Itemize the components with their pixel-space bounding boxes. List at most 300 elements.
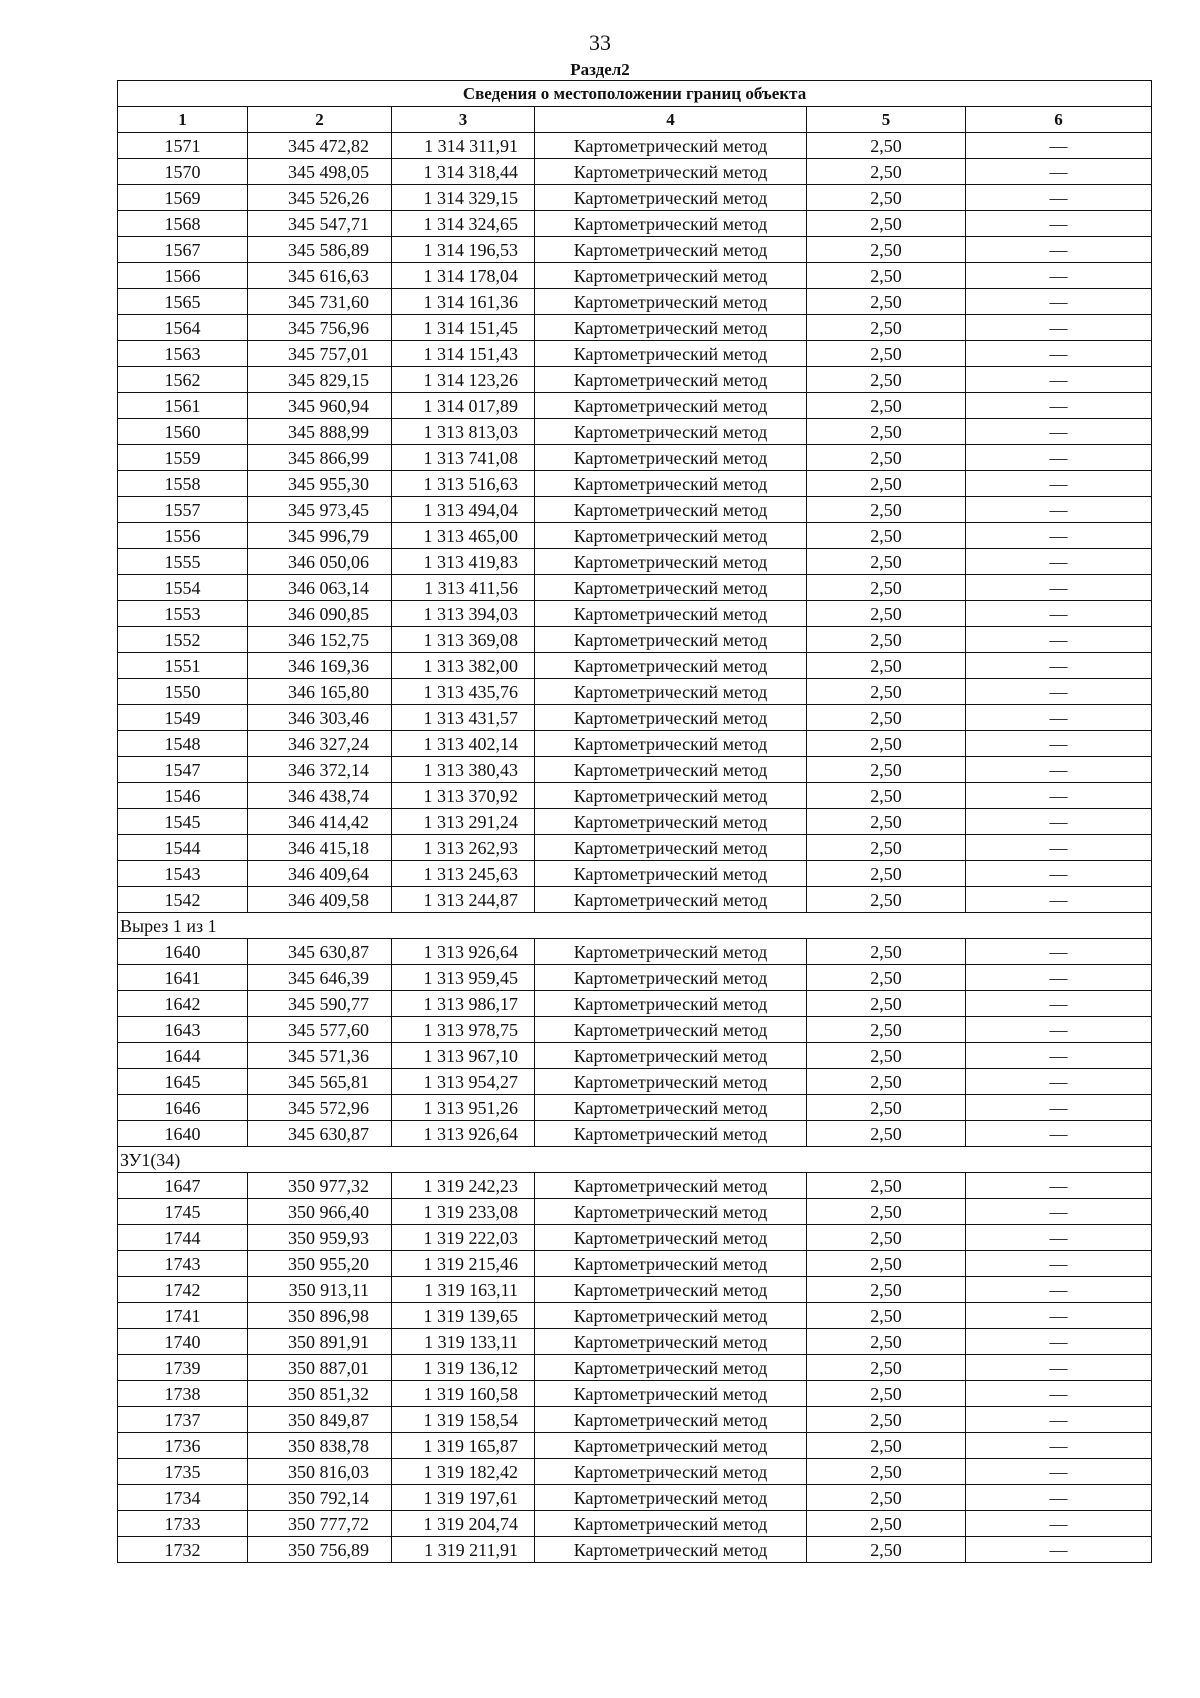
- accuracy-cell: 2,50: [807, 1251, 966, 1277]
- x-coordinate-cell: 345 571,36: [248, 1043, 392, 1069]
- table-row: [118, 263, 1152, 289]
- note-cell: —: [966, 1121, 1152, 1147]
- point-number-cell: 1744: [118, 1225, 248, 1251]
- method-cell: Картометрический метод: [535, 939, 807, 965]
- point-number-cell: 1646: [118, 1095, 248, 1121]
- y-coordinate-cell: 1 313 494,04: [392, 497, 535, 523]
- accuracy-cell: 2,50: [807, 783, 966, 809]
- note-cell: —: [966, 367, 1152, 393]
- y-coordinate-cell: 1 313 435,76: [392, 679, 535, 705]
- note-cell: —: [966, 289, 1152, 315]
- y-coordinate-cell: 1 313 954,27: [392, 1069, 535, 1095]
- accuracy-cell: 2,50: [807, 1173, 966, 1199]
- table-row: [118, 497, 1152, 523]
- table-row: [118, 1173, 1152, 1199]
- y-coordinate-cell: 1 319 182,42: [392, 1459, 535, 1485]
- y-coordinate-cell: 1 319 136,12: [392, 1355, 535, 1381]
- note-cell: —: [966, 1069, 1152, 1095]
- x-coordinate-cell: 346 303,46: [248, 705, 392, 731]
- method-cell: Картометрический метод: [535, 1043, 807, 1069]
- y-coordinate-cell: 1 314 329,15: [392, 185, 535, 211]
- y-coordinate-cell: 1 314 017,89: [392, 393, 535, 419]
- method-cell: Картометрический метод: [535, 1537, 807, 1563]
- table-row: [118, 1329, 1152, 1355]
- note-cell: —: [966, 601, 1152, 627]
- y-coordinate-cell: 1 313 369,08: [392, 627, 535, 653]
- note-cell: —: [966, 523, 1152, 549]
- point-number-cell: 1733: [118, 1511, 248, 1537]
- y-coordinate-cell: 1 314 151,45: [392, 315, 535, 341]
- table-row: [118, 549, 1152, 575]
- table-row: [118, 965, 1152, 991]
- x-coordinate-cell: 350 756,89: [248, 1537, 392, 1563]
- y-coordinate-cell: 1 313 419,83: [392, 549, 535, 575]
- x-coordinate-cell: 350 887,01: [248, 1355, 392, 1381]
- point-number-cell: 1565: [118, 289, 248, 315]
- column-number: 4: [535, 107, 807, 133]
- method-cell: Картометрический метод: [535, 731, 807, 757]
- accuracy-cell: 2,50: [807, 1329, 966, 1355]
- accuracy-cell: 2,50: [807, 523, 966, 549]
- point-number-cell: 1557: [118, 497, 248, 523]
- accuracy-cell: 2,50: [807, 1459, 966, 1485]
- y-coordinate-cell: 1 319 233,08: [392, 1199, 535, 1225]
- accuracy-cell: 2,50: [807, 1511, 966, 1537]
- method-cell: Картометрический метод: [535, 341, 807, 367]
- method-cell: Картометрический метод: [535, 1121, 807, 1147]
- x-coordinate-cell: 350 838,78: [248, 1433, 392, 1459]
- x-coordinate-cell: 350 849,87: [248, 1407, 392, 1433]
- method-cell: Картометрический метод: [535, 315, 807, 341]
- accuracy-cell: 2,50: [807, 1537, 966, 1563]
- note-cell: —: [966, 1355, 1152, 1381]
- method-cell: Картометрический метод: [535, 237, 807, 263]
- note-cell: —: [966, 991, 1152, 1017]
- y-coordinate-cell: 1 313 959,45: [392, 965, 535, 991]
- x-coordinate-cell: 345 577,60: [248, 1017, 392, 1043]
- boundary-coordinates-table: [117, 80, 1152, 1563]
- table-row: [118, 393, 1152, 419]
- y-coordinate-cell: 1 313 986,17: [392, 991, 535, 1017]
- column-number: 6: [966, 107, 1152, 133]
- group-label-row: [118, 913, 1152, 939]
- y-coordinate-cell: 1 313 245,63: [392, 861, 535, 887]
- table-row: [118, 939, 1152, 965]
- note-cell: —: [966, 1459, 1152, 1485]
- method-cell: Картометрический метод: [535, 679, 807, 705]
- method-cell: Картометрический метод: [535, 809, 807, 835]
- accuracy-cell: 2,50: [807, 1407, 966, 1433]
- accuracy-cell: 2,50: [807, 861, 966, 887]
- x-coordinate-cell: 346 327,24: [248, 731, 392, 757]
- x-coordinate-cell: 345 888,99: [248, 419, 392, 445]
- accuracy-cell: 2,50: [807, 289, 966, 315]
- method-cell: Картометрический метод: [535, 1277, 807, 1303]
- method-cell: Картометрический метод: [535, 367, 807, 393]
- point-number-cell: 1732: [118, 1537, 248, 1563]
- accuracy-cell: 2,50: [807, 393, 966, 419]
- point-number-cell: 1542: [118, 887, 248, 913]
- method-cell: Картометрический метод: [535, 1017, 807, 1043]
- point-number-cell: 1561: [118, 393, 248, 419]
- accuracy-cell: 2,50: [807, 1355, 966, 1381]
- x-coordinate-cell: 345 973,45: [248, 497, 392, 523]
- y-coordinate-cell: 1 313 394,03: [392, 601, 535, 627]
- note-cell: —: [966, 393, 1152, 419]
- table-row: [118, 1225, 1152, 1251]
- y-coordinate-cell: 1 319 133,11: [392, 1329, 535, 1355]
- point-number-cell: 1644: [118, 1043, 248, 1069]
- x-coordinate-cell: 350 896,98: [248, 1303, 392, 1329]
- x-coordinate-cell: 350 977,32: [248, 1173, 392, 1199]
- x-coordinate-cell: 350 851,32: [248, 1381, 392, 1407]
- table-row: [118, 471, 1152, 497]
- point-number-cell: 1736: [118, 1433, 248, 1459]
- y-coordinate-cell: 1 313 978,75: [392, 1017, 535, 1043]
- method-cell: Картометрический метод: [535, 705, 807, 731]
- accuracy-cell: 2,50: [807, 471, 966, 497]
- note-cell: —: [966, 263, 1152, 289]
- method-cell: Картометрический метод: [535, 159, 807, 185]
- table-row: [118, 887, 1152, 913]
- note-cell: —: [966, 549, 1152, 575]
- x-coordinate-cell: 346 414,42: [248, 809, 392, 835]
- accuracy-cell: 2,50: [807, 367, 966, 393]
- method-cell: Картометрический метод: [535, 653, 807, 679]
- accuracy-cell: 2,50: [807, 731, 966, 757]
- y-coordinate-cell: 1 319 165,87: [392, 1433, 535, 1459]
- note-cell: —: [966, 159, 1152, 185]
- method-cell: Картометрический метод: [535, 419, 807, 445]
- x-coordinate-cell: 345 955,30: [248, 471, 392, 497]
- x-coordinate-cell: 345 866,99: [248, 445, 392, 471]
- x-coordinate-cell: 350 959,93: [248, 1225, 392, 1251]
- method-cell: Картометрический метод: [535, 783, 807, 809]
- note-cell: —: [966, 627, 1152, 653]
- x-coordinate-cell: 345 996,79: [248, 523, 392, 549]
- accuracy-cell: 2,50: [807, 601, 966, 627]
- method-cell: Картометрический метод: [535, 627, 807, 653]
- y-coordinate-cell: 1 313 926,64: [392, 939, 535, 965]
- accuracy-cell: 2,50: [807, 1095, 966, 1121]
- accuracy-cell: 2,50: [807, 1485, 966, 1511]
- table-row: [118, 757, 1152, 783]
- accuracy-cell: 2,50: [807, 159, 966, 185]
- note-cell: —: [966, 1225, 1152, 1251]
- y-coordinate-cell: 1 319 158,54: [392, 1407, 535, 1433]
- note-cell: —: [966, 1485, 1152, 1511]
- x-coordinate-cell: 345 590,77: [248, 991, 392, 1017]
- accuracy-cell: 2,50: [807, 965, 966, 991]
- y-coordinate-cell: 1 313 402,14: [392, 731, 535, 757]
- y-coordinate-cell: 1 319 215,46: [392, 1251, 535, 1277]
- x-coordinate-cell: 345 630,87: [248, 1121, 392, 1147]
- note-cell: —: [966, 653, 1152, 679]
- accuracy-cell: 2,50: [807, 991, 966, 1017]
- y-coordinate-cell: 1 313 951,26: [392, 1095, 535, 1121]
- table-row: [118, 237, 1152, 263]
- note-cell: —: [966, 1407, 1152, 1433]
- table-row: [118, 1303, 1152, 1329]
- point-number-cell: 1740: [118, 1329, 248, 1355]
- table-caption-row: [118, 81, 1152, 107]
- point-number-cell: 1642: [118, 991, 248, 1017]
- table-row: [118, 1069, 1152, 1095]
- point-number-cell: 1738: [118, 1381, 248, 1407]
- table-row: [118, 1199, 1152, 1225]
- y-coordinate-cell: 1 319 139,65: [392, 1303, 535, 1329]
- accuracy-cell: 2,50: [807, 419, 966, 445]
- y-coordinate-cell: 1 313 813,03: [392, 419, 535, 445]
- table-row: [118, 1433, 1152, 1459]
- point-number-cell: 1559: [118, 445, 248, 471]
- accuracy-cell: 2,50: [807, 1043, 966, 1069]
- point-number-cell: 1548: [118, 731, 248, 757]
- section-title: Раздел2: [570, 60, 630, 79]
- table-row: [118, 1511, 1152, 1537]
- table-row: [118, 679, 1152, 705]
- point-number-cell: 1735: [118, 1459, 248, 1485]
- point-number-cell: 1647: [118, 1173, 248, 1199]
- point-number-cell: 1566: [118, 263, 248, 289]
- note-cell: —: [966, 887, 1152, 913]
- x-coordinate-cell: 345 757,01: [248, 341, 392, 367]
- accuracy-cell: 2,50: [807, 1303, 966, 1329]
- table-row: [118, 835, 1152, 861]
- x-coordinate-cell: 350 816,03: [248, 1459, 392, 1485]
- note-cell: —: [966, 939, 1152, 965]
- accuracy-cell: 2,50: [807, 315, 966, 341]
- column-number-row: [118, 107, 1152, 133]
- y-coordinate-cell: 1 313 516,63: [392, 471, 535, 497]
- accuracy-cell: 2,50: [807, 939, 966, 965]
- method-cell: Картометрический метод: [535, 497, 807, 523]
- method-cell: Картометрический метод: [535, 1511, 807, 1537]
- x-coordinate-cell: 345 498,05: [248, 159, 392, 185]
- table-row: [118, 185, 1152, 211]
- method-cell: Картометрический метод: [535, 1069, 807, 1095]
- method-cell: Картометрический метод: [535, 211, 807, 237]
- table-row: [118, 341, 1152, 367]
- method-cell: Картометрический метод: [535, 133, 807, 159]
- y-coordinate-cell: 1 313 370,92: [392, 783, 535, 809]
- y-coordinate-cell: 1 314 196,53: [392, 237, 535, 263]
- column-number: 5: [807, 107, 966, 133]
- note-cell: —: [966, 575, 1152, 601]
- point-number-cell: 1643: [118, 1017, 248, 1043]
- column-number: 2: [248, 107, 392, 133]
- method-cell: Картометрический метод: [535, 1329, 807, 1355]
- table-row: [118, 159, 1152, 185]
- note-cell: —: [966, 1381, 1152, 1407]
- x-coordinate-cell: 350 792,14: [248, 1485, 392, 1511]
- method-cell: Картометрический метод: [535, 549, 807, 575]
- group-label: ЗУ1(34): [118, 1147, 1152, 1173]
- table-row: [118, 1251, 1152, 1277]
- table-row: [118, 1485, 1152, 1511]
- y-coordinate-cell: 1 319 204,74: [392, 1511, 535, 1537]
- note-cell: —: [966, 965, 1152, 991]
- method-cell: Картометрический метод: [535, 1355, 807, 1381]
- point-number-cell: 1543: [118, 861, 248, 887]
- y-coordinate-cell: 1 319 222,03: [392, 1225, 535, 1251]
- method-cell: Картометрический метод: [535, 835, 807, 861]
- point-number-cell: 1570: [118, 159, 248, 185]
- table-row: [118, 601, 1152, 627]
- method-cell: Картометрический метод: [535, 393, 807, 419]
- x-coordinate-cell: 346 409,58: [248, 887, 392, 913]
- point-number-cell: 1571: [118, 133, 248, 159]
- table-row: [118, 1381, 1152, 1407]
- x-coordinate-cell: 346 165,80: [248, 679, 392, 705]
- table-row: [118, 367, 1152, 393]
- x-coordinate-cell: 350 955,20: [248, 1251, 392, 1277]
- point-number-cell: 1562: [118, 367, 248, 393]
- accuracy-cell: 2,50: [807, 1069, 966, 1095]
- note-cell: —: [966, 757, 1152, 783]
- method-cell: Картометрический метод: [535, 1251, 807, 1277]
- note-cell: —: [966, 1433, 1152, 1459]
- note-cell: —: [966, 1199, 1152, 1225]
- note-cell: —: [966, 1277, 1152, 1303]
- point-number-cell: 1552: [118, 627, 248, 653]
- group-label-row: [118, 1147, 1152, 1173]
- y-coordinate-cell: 1 314 311,91: [392, 133, 535, 159]
- y-coordinate-cell: 1 313 382,00: [392, 653, 535, 679]
- method-cell: Картометрический метод: [535, 523, 807, 549]
- method-cell: Картометрический метод: [535, 1407, 807, 1433]
- method-cell: Картометрический метод: [535, 757, 807, 783]
- point-number-cell: 1745: [118, 1199, 248, 1225]
- accuracy-cell: 2,50: [807, 1017, 966, 1043]
- y-coordinate-cell: 1 313 291,24: [392, 809, 535, 835]
- note-cell: —: [966, 835, 1152, 861]
- y-coordinate-cell: 1 319 242,23: [392, 1173, 535, 1199]
- x-coordinate-cell: 345 960,94: [248, 393, 392, 419]
- table-row: [118, 1017, 1152, 1043]
- y-coordinate-cell: 1 314 161,36: [392, 289, 535, 315]
- note-cell: —: [966, 237, 1152, 263]
- note-cell: —: [966, 185, 1152, 211]
- table-row: [118, 1355, 1152, 1381]
- table-row: [118, 809, 1152, 835]
- table-row: [118, 523, 1152, 549]
- note-cell: —: [966, 471, 1152, 497]
- table-row: [118, 1407, 1152, 1433]
- x-coordinate-cell: 345 572,96: [248, 1095, 392, 1121]
- table-row: [118, 211, 1152, 237]
- point-number-cell: 1641: [118, 965, 248, 991]
- note-cell: —: [966, 133, 1152, 159]
- point-number-cell: 1640: [118, 939, 248, 965]
- x-coordinate-cell: 345 565,81: [248, 1069, 392, 1095]
- point-number-cell: 1640: [118, 1121, 248, 1147]
- point-number-cell: 1563: [118, 341, 248, 367]
- accuracy-cell: 2,50: [807, 185, 966, 211]
- y-coordinate-cell: 1 314 178,04: [392, 263, 535, 289]
- method-cell: Картометрический метод: [535, 289, 807, 315]
- y-coordinate-cell: 1 313 380,43: [392, 757, 535, 783]
- table-row: [118, 315, 1152, 341]
- group-label: Вырез 1 из 1: [118, 913, 1152, 939]
- table-row: [118, 991, 1152, 1017]
- x-coordinate-cell: 345 547,71: [248, 211, 392, 237]
- x-coordinate-cell: 350 913,11: [248, 1277, 392, 1303]
- point-number-cell: 1550: [118, 679, 248, 705]
- page-number: 33: [589, 30, 611, 55]
- note-cell: —: [966, 809, 1152, 835]
- note-cell: —: [966, 419, 1152, 445]
- point-number-cell: 1553: [118, 601, 248, 627]
- point-number-cell: 1739: [118, 1355, 248, 1381]
- method-cell: Картометрический метод: [535, 1381, 807, 1407]
- accuracy-cell: 2,50: [807, 1433, 966, 1459]
- y-coordinate-cell: 1 313 244,87: [392, 887, 535, 913]
- y-coordinate-cell: 1 313 431,57: [392, 705, 535, 731]
- accuracy-cell: 2,50: [807, 237, 966, 263]
- table-row: [118, 133, 1152, 159]
- accuracy-cell: 2,50: [807, 575, 966, 601]
- table-row: [118, 731, 1152, 757]
- method-cell: Картометрический метод: [535, 471, 807, 497]
- method-cell: Картометрический метод: [535, 1459, 807, 1485]
- y-coordinate-cell: 1 314 151,43: [392, 341, 535, 367]
- y-coordinate-cell: 1 319 197,61: [392, 1485, 535, 1511]
- x-coordinate-cell: 345 756,96: [248, 315, 392, 341]
- note-cell: —: [966, 1095, 1152, 1121]
- accuracy-cell: 2,50: [807, 835, 966, 861]
- y-coordinate-cell: 1 313 741,08: [392, 445, 535, 471]
- note-cell: —: [966, 705, 1152, 731]
- note-cell: —: [966, 1017, 1152, 1043]
- table-row: [118, 861, 1152, 887]
- x-coordinate-cell: 346 090,85: [248, 601, 392, 627]
- table-row: [118, 445, 1152, 471]
- y-coordinate-cell: 1 319 160,58: [392, 1381, 535, 1407]
- point-number-cell: 1743: [118, 1251, 248, 1277]
- method-cell: Картометрический метод: [535, 887, 807, 913]
- accuracy-cell: 2,50: [807, 887, 966, 913]
- point-number-cell: 1549: [118, 705, 248, 731]
- point-number-cell: 1737: [118, 1407, 248, 1433]
- point-number-cell: 1544: [118, 835, 248, 861]
- note-cell: —: [966, 315, 1152, 341]
- point-number-cell: 1567: [118, 237, 248, 263]
- accuracy-cell: 2,50: [807, 705, 966, 731]
- point-number-cell: 1546: [118, 783, 248, 809]
- note-cell: —: [966, 1173, 1152, 1199]
- table-row: [118, 1043, 1152, 1069]
- y-coordinate-cell: 1 314 123,26: [392, 367, 535, 393]
- x-coordinate-cell: 345 829,15: [248, 367, 392, 393]
- x-coordinate-cell: 345 616,63: [248, 263, 392, 289]
- x-coordinate-cell: 345 731,60: [248, 289, 392, 315]
- accuracy-cell: 2,50: [807, 627, 966, 653]
- table-row: [118, 1537, 1152, 1563]
- note-cell: —: [966, 783, 1152, 809]
- x-coordinate-cell: 345 630,87: [248, 939, 392, 965]
- x-coordinate-cell: 346 169,36: [248, 653, 392, 679]
- method-cell: Картометрический метод: [535, 1303, 807, 1329]
- table-row: [118, 1095, 1152, 1121]
- x-coordinate-cell: 345 526,26: [248, 185, 392, 211]
- x-coordinate-cell: 345 586,89: [248, 237, 392, 263]
- table-body: [118, 133, 1152, 1563]
- method-cell: Картометрический метод: [535, 1433, 807, 1459]
- y-coordinate-cell: 1 313 465,00: [392, 523, 535, 549]
- note-cell: —: [966, 211, 1152, 237]
- y-coordinate-cell: 1 313 967,10: [392, 1043, 535, 1069]
